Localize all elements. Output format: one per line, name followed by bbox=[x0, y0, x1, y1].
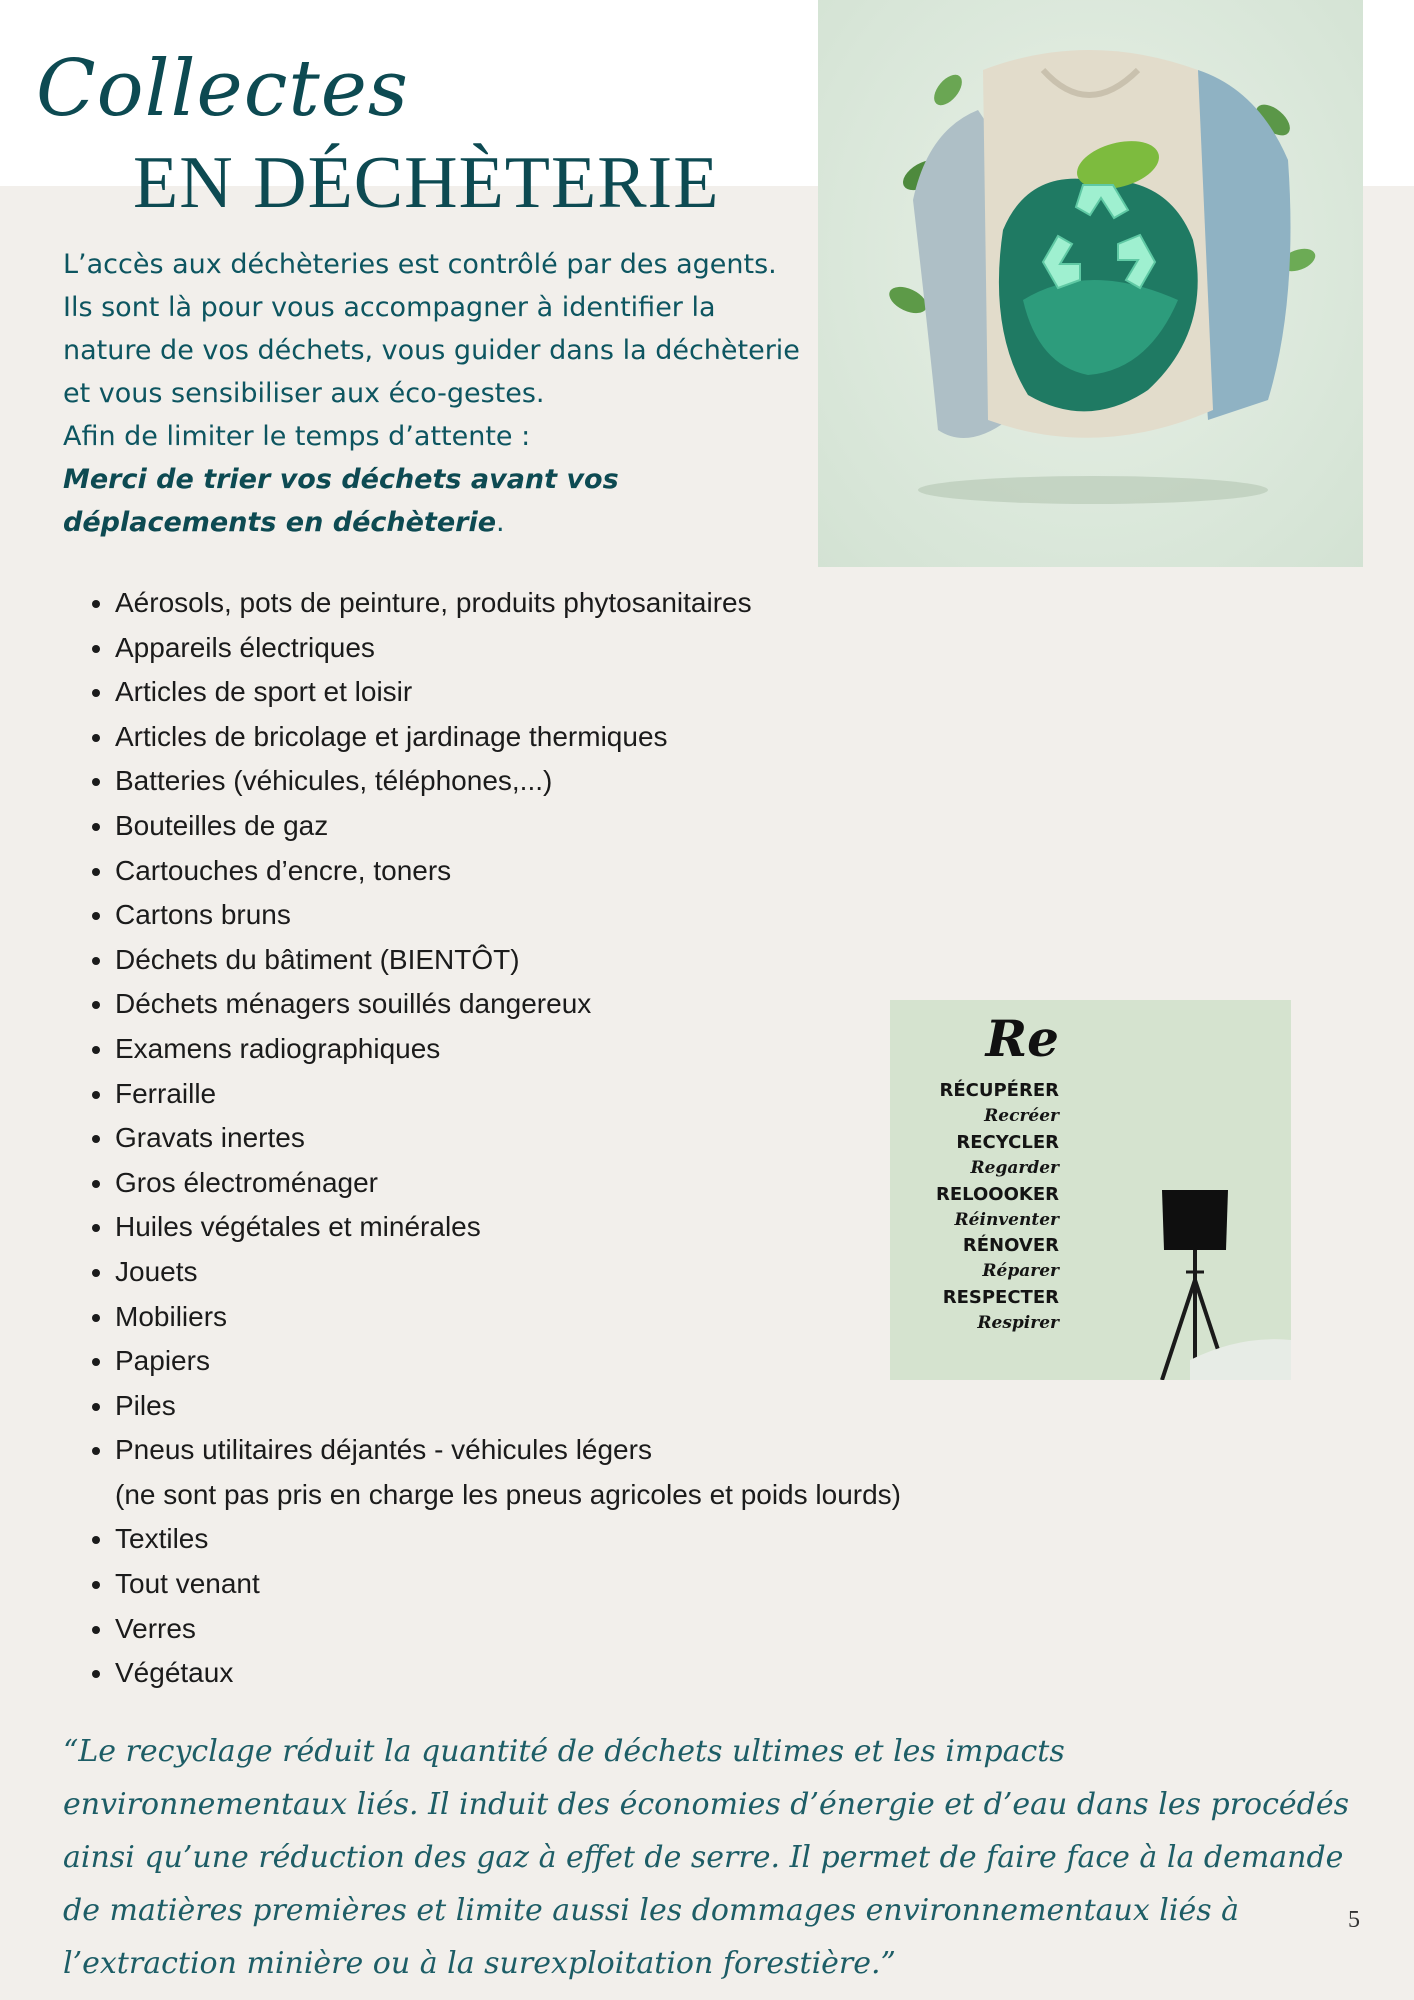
re-word: RÉCUPÉRER bbox=[939, 1080, 1059, 1101]
tires-label: Pneus utilitaires déjantés - véhicules légers bbox=[115, 1434, 652, 1466]
recycled-clothes-image bbox=[818, 0, 1363, 567]
list-item: • Articles de sport et loisir bbox=[115, 670, 901, 715]
list-item: • Déchets ménagers souillés dangereux bbox=[115, 982, 901, 1027]
waste-list bbox=[85, 581, 901, 1696]
list-item: • Cartons bruns bbox=[115, 893, 901, 938]
list-item: • Tout venant bbox=[115, 1562, 901, 1607]
intro-paragraph: L’accès aux déchèteries est contrôlé par des agents. Ils sont là pour vous accompagner à identifier la nature de vos déchets, vous guider dans la déchèterie et vous sensibiliser aux éco-gestes. bbox=[63, 249, 800, 409]
list-item: • Huiles végétales et minérales bbox=[115, 1205, 901, 1250]
list-item: • Cartouches d’encre, toners bbox=[115, 849, 901, 894]
intro-emphasis-line bbox=[63, 458, 803, 544]
list-item: • Mobiliers bbox=[115, 1295, 901, 1340]
list-item: • Ferraille bbox=[115, 1072, 901, 1117]
intro-text bbox=[63, 243, 803, 544]
re-word: Respirer bbox=[977, 1313, 1059, 1334]
intro-emphasis-end: . bbox=[496, 507, 505, 538]
list-item: • Papiers bbox=[115, 1339, 901, 1384]
list-item: • Gravats inertes bbox=[115, 1116, 901, 1161]
list-item: • Bouteilles de gaz bbox=[115, 804, 901, 849]
list-item: • Appareils électriques bbox=[115, 626, 901, 671]
title-script: Collectes bbox=[36, 44, 409, 134]
intro-wait-line: Afin de limiter le temps d’attente : bbox=[63, 421, 531, 452]
re-poster-heading: Re bbox=[985, 1009, 1059, 1068]
re-word: Réinventer bbox=[954, 1209, 1059, 1230]
recycling-quote: “Le recyclage réduit la quantité de déchets ultimes et les impacts environnementaux liés. Il induit des économies d’énergie et d’eau dans les procédés ainsi qu’une réduction des gaz à effet de serre. Il permet de faire face à la demande de matières premières et limite aussi les dommages environnementaux liés à l’extraction minière ou à la surexploitation forestière.” bbox=[63, 1734, 1350, 1981]
page-number: 5 bbox=[1348, 1907, 1360, 1933]
recycled-clothes-illustration bbox=[818, 0, 1363, 567]
re-poster-image bbox=[890, 1000, 1291, 1380]
intro-emphasis: Merci de trier vos déchets avant vos déplacements en déchèterie bbox=[63, 464, 619, 538]
list-item: • Gros électroménager bbox=[115, 1161, 901, 1206]
list-item: • Aérosols, pots de peinture, produits phytosanitaires bbox=[115, 581, 901, 626]
list-item: • Jouets bbox=[115, 1250, 901, 1295]
re-word: RECYCLER bbox=[956, 1131, 1059, 1153]
floor-lamp-illustration bbox=[890, 1000, 1291, 1380]
re-word: Regarder bbox=[970, 1157, 1059, 1178]
re-word: RÉNOVER bbox=[962, 1235, 1059, 1257]
re-word: RELOOOKER bbox=[936, 1183, 1059, 1205]
list-item: • Végétaux bbox=[115, 1651, 901, 1696]
tires-note: (ne sont pas pris en charge les pneus agricoles et poids lourds) bbox=[115, 1478, 901, 1510]
list-item: • Textiles bbox=[115, 1517, 901, 1562]
list-item: • Articles de bricolage et jardinage thermiques bbox=[115, 715, 901, 760]
re-word: RESPECTER bbox=[942, 1287, 1059, 1309]
list-item-tires bbox=[115, 1428, 901, 1517]
list-item: • Déchets du bâtiment (BIENTÔT) bbox=[115, 938, 901, 983]
list-item: • Examens radiographiques bbox=[115, 1027, 901, 1072]
list-item: • Verres bbox=[115, 1607, 901, 1652]
list-item: • Batteries (véhicules, téléphones,...) bbox=[115, 759, 901, 804]
list-item: • Piles bbox=[115, 1384, 901, 1429]
re-word: Réparer bbox=[982, 1261, 1059, 1282]
page-title: EN DÉCHÈTERIE bbox=[133, 142, 720, 224]
re-word: Recréer bbox=[984, 1105, 1059, 1126]
